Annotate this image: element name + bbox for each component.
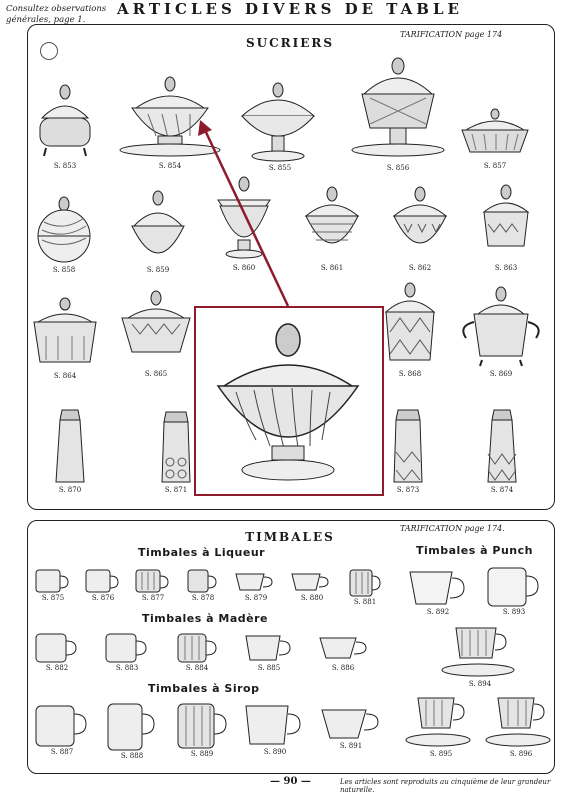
liqueur-row bbox=[34, 568, 384, 606]
item-label: S. 863 bbox=[494, 264, 518, 272]
cup-883 bbox=[104, 632, 150, 672]
item-label: S. 889 bbox=[190, 750, 214, 758]
item-label: S. 860 bbox=[232, 264, 256, 272]
sirop-title: Timbales à Sirop bbox=[148, 682, 260, 695]
item-label: S. 874 bbox=[490, 486, 514, 494]
sugar-bowl-zoom-icon bbox=[196, 308, 382, 494]
cup-878 bbox=[184, 568, 222, 606]
item-label: S. 884 bbox=[185, 664, 209, 672]
item-label: S. 870 bbox=[58, 486, 82, 494]
item-label: S. 894 bbox=[468, 680, 492, 688]
item-label: S. 886 bbox=[331, 664, 355, 672]
madere-row bbox=[34, 632, 368, 672]
item-label: S. 861 bbox=[320, 264, 344, 272]
item-label: S. 880 bbox=[300, 594, 324, 602]
item-label: S. 855 bbox=[268, 164, 292, 172]
sucriers-tarification: TARIFICATION page 174 bbox=[400, 30, 503, 39]
cup-876 bbox=[84, 568, 122, 606]
item-label: S. 862 bbox=[408, 264, 432, 272]
item-label: S. 857 bbox=[483, 162, 507, 170]
item-label: S. 892 bbox=[426, 608, 450, 616]
cup-896 bbox=[484, 694, 558, 758]
item-label: S. 871 bbox=[164, 486, 188, 494]
item-label: S. 876 bbox=[91, 594, 115, 602]
cup-888 bbox=[104, 702, 160, 760]
item-label: S. 859 bbox=[146, 266, 170, 274]
sucriers-title: SUCRIERS bbox=[245, 36, 335, 50]
cup-881 bbox=[346, 568, 384, 606]
item-label: S. 891 bbox=[339, 742, 363, 750]
madere-title: Timbales à Madère bbox=[142, 612, 268, 625]
cup-893 bbox=[484, 566, 544, 616]
item-label: S. 887 bbox=[50, 748, 74, 756]
item-label: S. 881 bbox=[353, 598, 377, 606]
item-label: S. 878 bbox=[191, 594, 215, 602]
consult-line-1: Consultez observations bbox=[6, 4, 107, 14]
page-title: ARTICLES DIVERS DE TABLE bbox=[117, 0, 463, 18]
item-label: S. 873 bbox=[396, 486, 420, 494]
item-label: S. 853 bbox=[53, 162, 77, 170]
item-label: S. 893 bbox=[502, 608, 526, 616]
item-label: S. 869 bbox=[489, 370, 513, 378]
punch-title: Timbales à Punch bbox=[416, 544, 533, 557]
item-label: S. 888 bbox=[120, 752, 144, 760]
cup-889 bbox=[174, 702, 230, 760]
item-label: S. 877 bbox=[141, 594, 165, 602]
cup-890 bbox=[244, 702, 306, 760]
footer-note: Les articles sont reproduits au cinquième de leur grandeur naturelle. bbox=[340, 778, 551, 794]
item-label: S. 882 bbox=[45, 664, 69, 672]
cup-891 bbox=[320, 702, 382, 760]
zoom-inset bbox=[194, 306, 384, 496]
item-label: S. 895 bbox=[429, 750, 453, 758]
item-label: S. 864 bbox=[53, 372, 77, 380]
item-label: S. 858 bbox=[52, 266, 76, 274]
item-label: S. 885 bbox=[257, 664, 281, 672]
consult-line-2: générales, page 1. bbox=[6, 15, 86, 25]
cup-894 bbox=[440, 624, 520, 688]
cup-884 bbox=[174, 632, 220, 672]
item-label: S. 865 bbox=[144, 370, 168, 378]
item-label: S. 875 bbox=[41, 594, 65, 602]
item-label: S. 883 bbox=[115, 664, 139, 672]
cup-892 bbox=[408, 566, 468, 616]
page-number: — 90 — bbox=[270, 776, 311, 787]
item-label: S. 854 bbox=[158, 162, 182, 170]
cup-880 bbox=[290, 568, 334, 606]
item-label: S. 890 bbox=[263, 748, 287, 756]
cup-887 bbox=[34, 702, 90, 760]
cup-882 bbox=[34, 632, 80, 672]
cup-886 bbox=[318, 632, 368, 672]
sirop-row bbox=[34, 702, 382, 760]
item-label: S. 879 bbox=[244, 594, 268, 602]
cup-879 bbox=[234, 568, 278, 606]
timbales-title: TIMBALES bbox=[245, 530, 335, 544]
liqueur-title: Timbales à Liqueur bbox=[138, 546, 266, 559]
timbales-tarification: TARIFICATION page 174. bbox=[400, 524, 505, 533]
item-label: S. 856 bbox=[386, 164, 410, 172]
cup-877 bbox=[134, 568, 172, 606]
cup-875 bbox=[34, 568, 72, 606]
cup-885 bbox=[244, 632, 294, 672]
cup-895 bbox=[404, 694, 478, 758]
item-label: S. 868 bbox=[398, 370, 422, 378]
item-label: S. 896 bbox=[509, 750, 533, 758]
